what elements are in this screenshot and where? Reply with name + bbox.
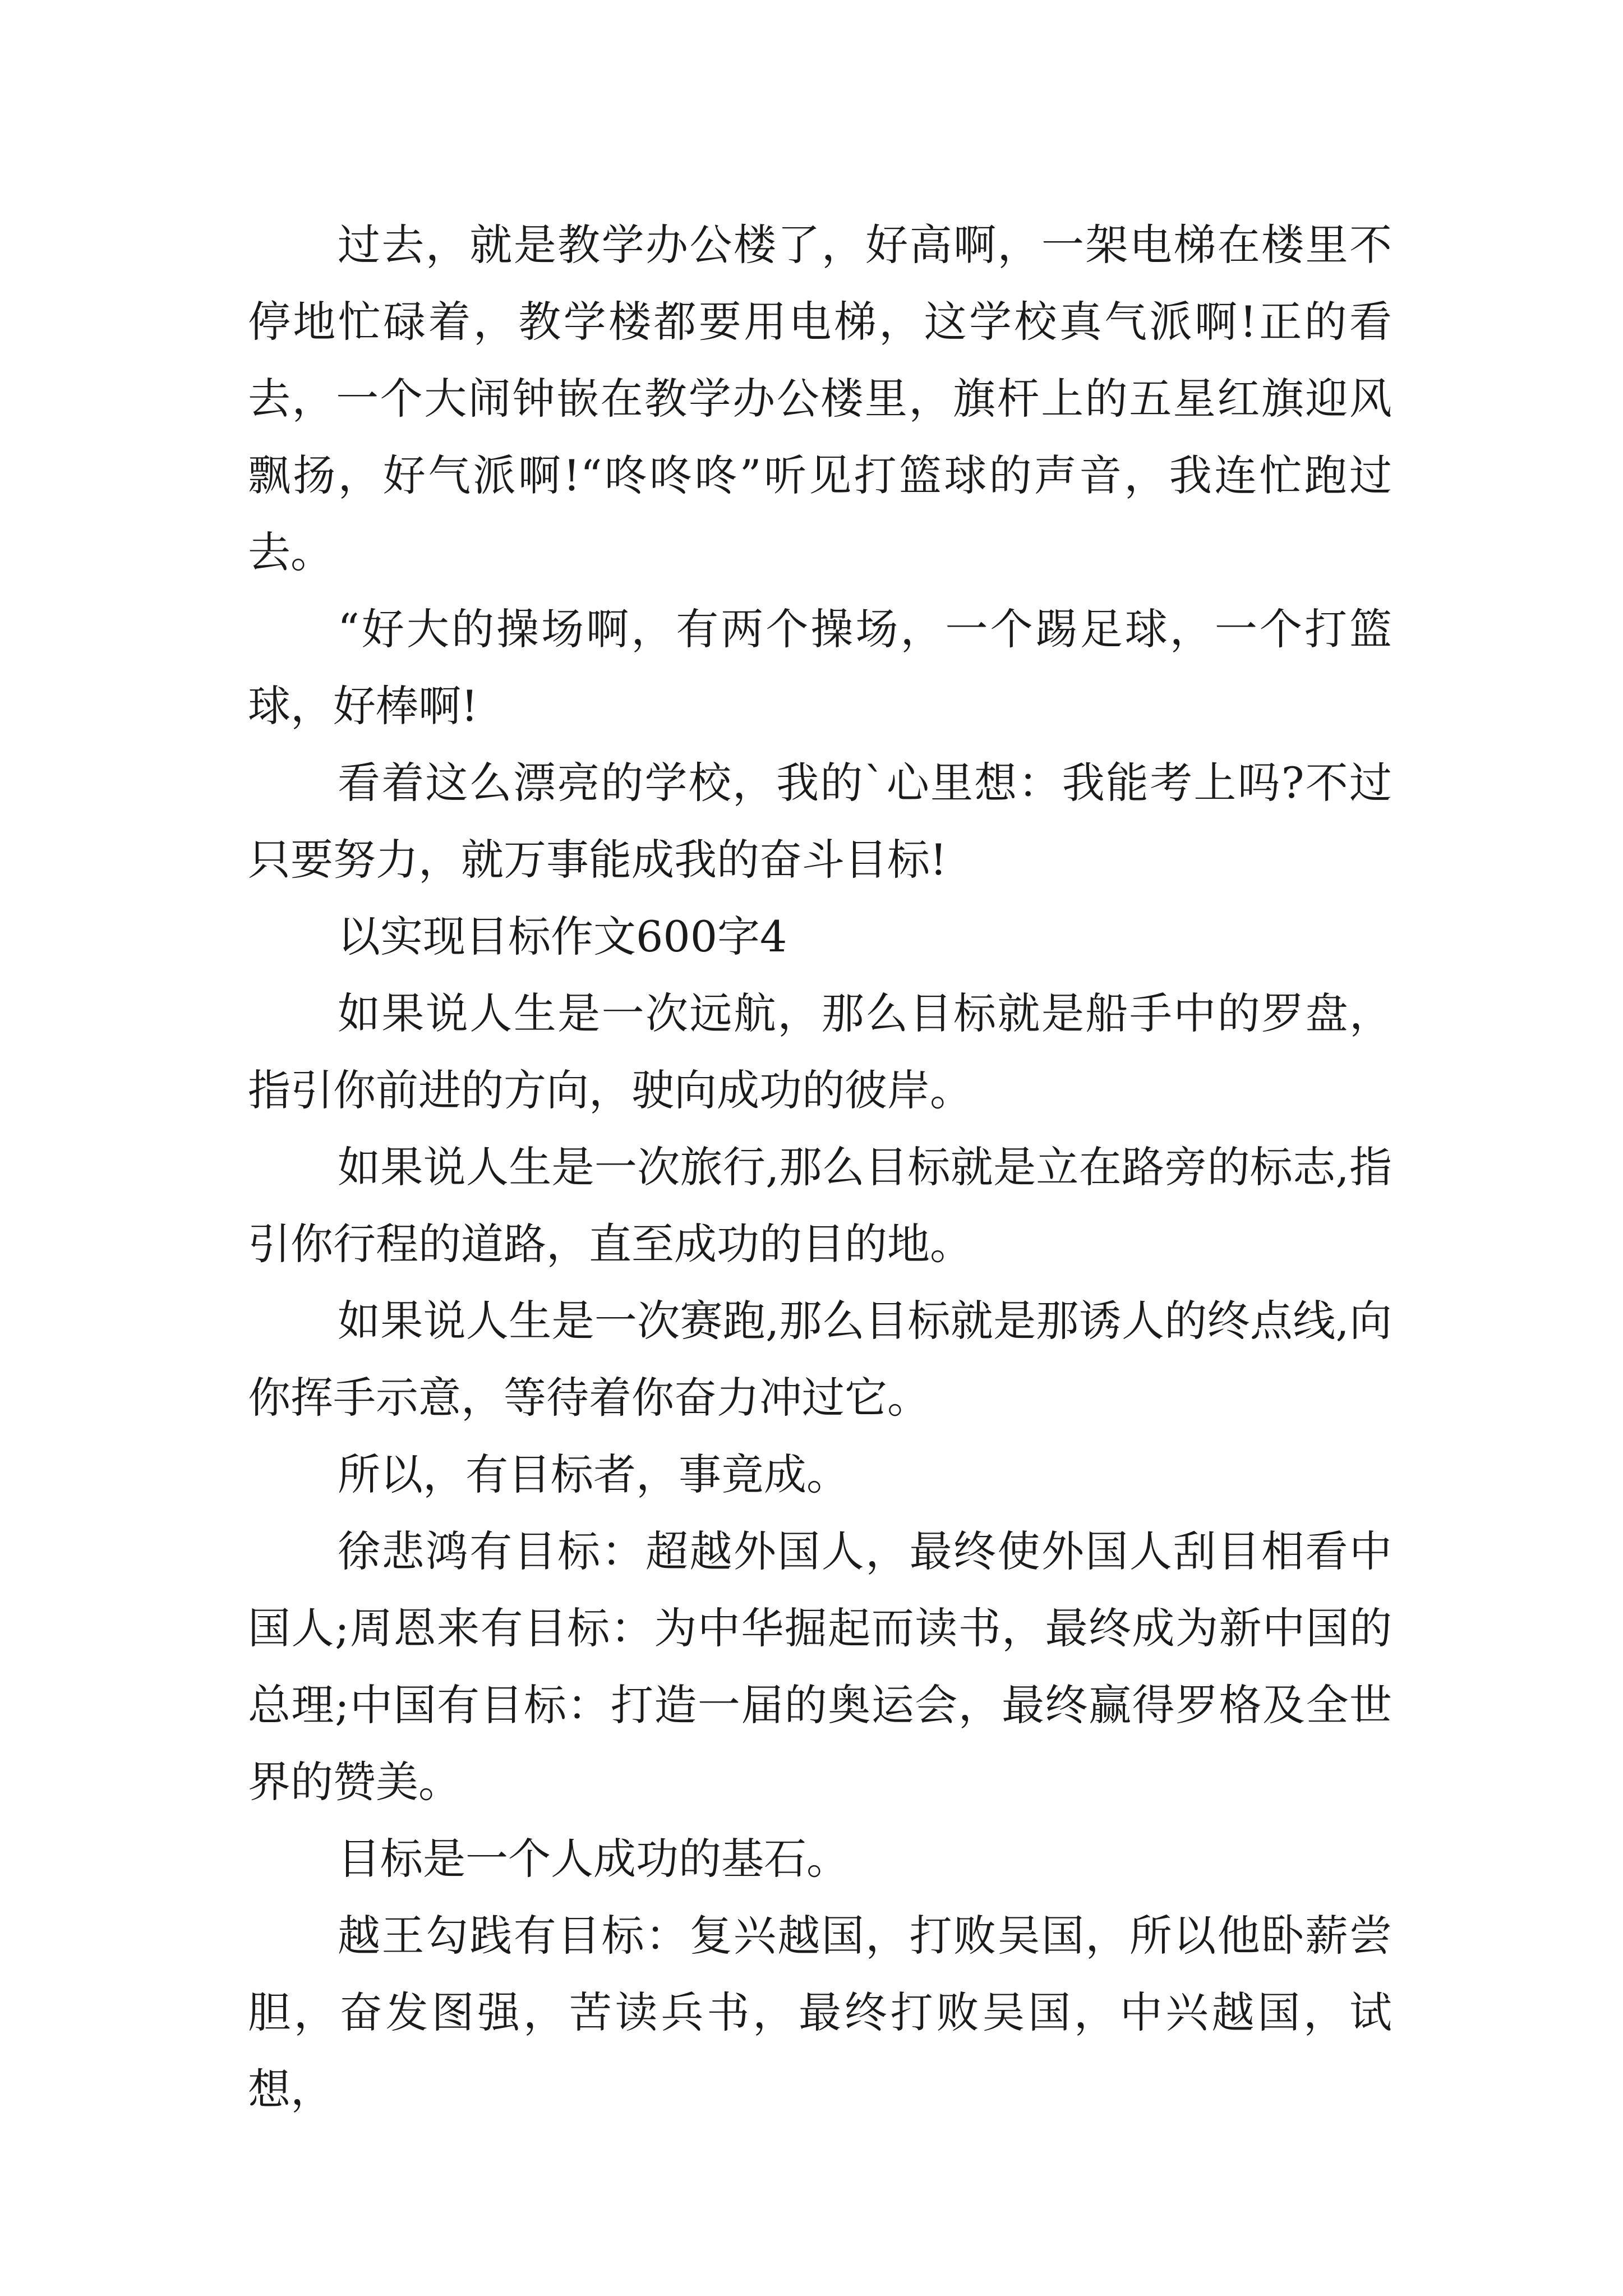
paragraph-8: 所以，有目标者，事竟成。 — [338, 1450, 849, 1499]
paragraph-9: 徐悲鸿有目标：超越外国人，最终使外国人刮目相看中国人;周恩来有目标：为中华掘起而读书，最终成为新中国的总理;中国有目标：打造一届的奥运会，最终赢得罗格及全世界的赞美。 — [248, 1526, 1392, 1807]
paragraph-3: 看着这么漂亮的学校，我的`心里想：我能考上吗?不过只要努力，就万事能成我的奋斗目标! — [248, 758, 1392, 885]
paragraph-11: 越王勾践有目标：复兴越国，打败吴国，所以他卧薪尝胆，奋发图强，苦读兵书，最终打败吴国，中兴越国，试想， — [248, 1911, 1392, 2114]
paragraph-2: “好大的操场啊，有两个操场，一个踢足球，一个打篮球，好棒啊! — [248, 604, 1392, 731]
paragraph-6: 如果说人生是一次旅行,那么目标就是立在路旁的标志,指引你行程的道路，直至成功的目的地。 — [248, 1142, 1392, 1269]
document-body — [248, 206, 1392, 2128]
paragraph-1: 过去，就是教学办公楼了，好高啊，一架电梯在楼里不停地忙碌着，教学楼都要用电梯，这学校真气派啊!正的看去，一个大闹钟嵌在教学办公楼里，旗杆上的五星红旗迎风飘扬，好气派啊!“咚咚咚”听见打篮球的声音，我连忙跑过去。 — [248, 220, 1392, 577]
paragraph-10: 目标是一个人成功的基石。 — [338, 1834, 849, 1884]
paragraph-7: 如果说人生是一次赛跑,那么目标就是那诱人的终点线,向你挥手示意，等待着你奋力冲过它。 — [248, 1296, 1392, 1423]
section-heading: 以实现目标作文600字4 — [338, 912, 787, 961]
paragraph-5: 如果说人生是一次远航，那么目标就是船手中的罗盘，指引你前进的方向，驶向成功的彼岸。 — [248, 988, 1392, 1115]
